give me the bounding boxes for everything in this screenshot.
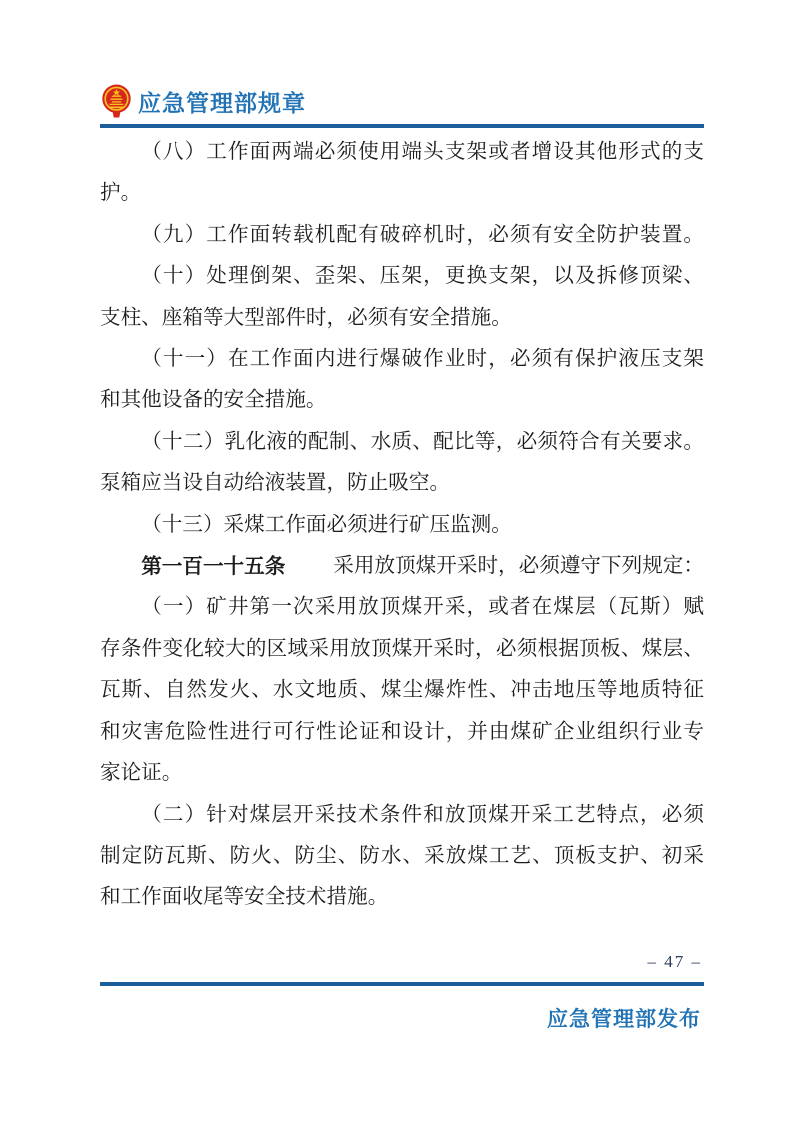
body-line: （一）矿井第一次采用放顶煤开采，或者在煤层（瓦斯）赋 [141,596,704,619]
publisher-label: 应急管理部发布 [547,1008,701,1031]
body-line: 护。 [100,182,142,205]
body-line: 和灾害危险性进行可行性论证和设计，并由煤矿企业组织行业专 [100,720,704,743]
body-line: （八）工作面两端必须使用端头支架或者增设其他形式的支 [141,141,704,163]
body-line: 和其他设备的安全措施。 [100,389,327,412]
body-line: （十二）乳化液的配制、水质、配比等，必须符合有关要求。 [141,430,704,453]
header-divider [100,124,704,128]
article-number: 第一百一十五条 [141,555,286,579]
body-line: 泵箱应当设自动给液装置，防止吸空。 [100,472,451,495]
document-category-title: 应急管理部规章 [138,89,306,116]
body-line: 制定防瓦斯、防火、防尘、防水、采放煤工艺、顶板支护、初采 [100,844,704,867]
footer-divider [100,982,704,986]
body-line: （二）针对煤层开采技术条件和放顶煤开采工艺特点，必须 [141,803,704,826]
article-heading [100,546,704,587]
body-line: 家论证。 [100,762,183,785]
national-emblem-icon [100,83,133,119]
regulation-body [100,132,704,919]
body-line: （十）处理倒架、歪架、压架，更换支架，以及拆修顶梁、 [141,265,704,288]
page-header [100,83,306,119]
body-line: （九）工作面转载机配有破碎机时，必须有安全防护装置。 [141,223,704,246]
page-number: – 47 – [647,952,702,971]
article-heading-text: 采用放顶煤开采时，必须遵守下列规定： [333,555,704,578]
body-line: 存条件变化较大的区域采用放顶煤开采时，必须根据顶板、煤层、 [100,637,704,660]
body-line: 瓦斯、自然发火、水文地质、煤尘爆炸性、冲击地压等地质特征 [100,679,704,702]
body-line: 和工作面收尾等安全技术措施。 [100,886,389,909]
body-line: （十三）采煤工作面必须进行矿压监测。 [141,513,512,536]
body-line: 支柱、座箱等大型部件时，必须有安全措施。 [100,306,512,329]
body-line: （十一）在工作面内进行爆破作业时，必须有保护液压支架 [141,348,704,371]
